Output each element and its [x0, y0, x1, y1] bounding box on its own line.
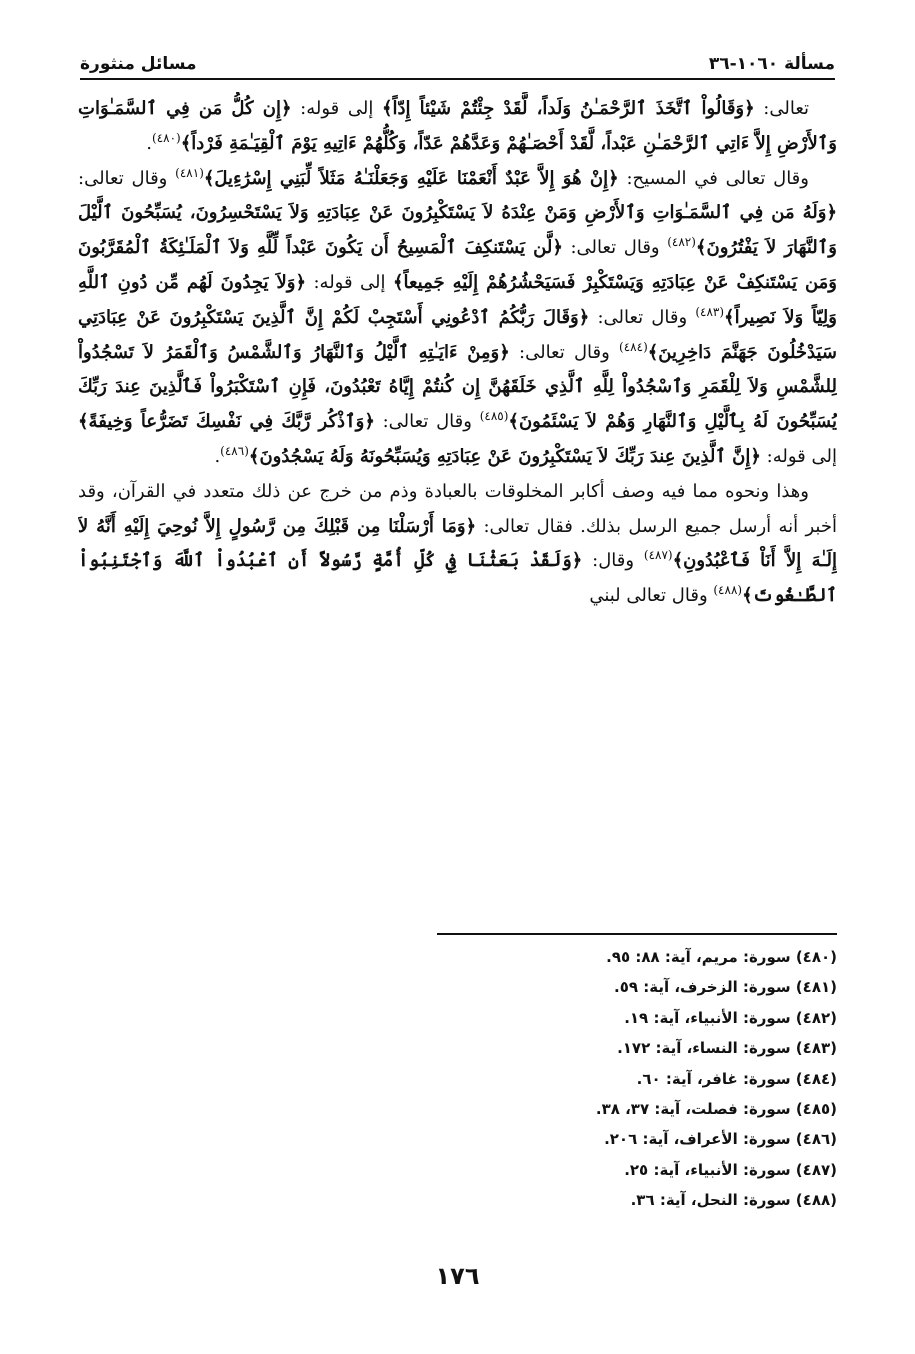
- footnote-divider: [437, 933, 837, 935]
- quran-quote: ﴿وَلاَ يَجِدُونَ لَهُم مِّن دُونِ ٱللَّهِ وَلِيّاً وَلاَ نَصِيراً﴾: [78, 271, 837, 328]
- paragraph: [78, 92, 837, 162]
- quran-quote: ﴿إِنَّ ٱلَّذِينَ عِندَ رَبِّكَ لاَ يَسْتَكْبِرُونَ عَنْ عِبَادَتِهِ وَيُسَبِّحُونَهُ وَلَهُ يَسْجُدُونَ﴾: [248, 445, 761, 467]
- text-run: .: [214, 445, 221, 467]
- quran-quote: ﴿وَٱذْكُر رَّبَّكَ فِي نَفْسِكَ تَضَرُّعاً وَخِيفَةً﴾: [78, 411, 375, 433]
- quran-quote: ﴿وَقَالَ رَبُّكُمُ ٱدْعُونِي أَسْتَجِبْ لَكُمْ إِنَّ ٱلَّذِينَ يَسْتَكْبِرُونَ عَنْ عِبَادَتِي سَيَدْخُلُونَ جَهَنَّمَ دَاخِرِينَ﴾: [78, 306, 837, 363]
- text-run: إلى قوله:: [291, 98, 382, 119]
- text-run: وقال تعالى:: [562, 237, 668, 259]
- footnote-item: (٤٨١) سورة: الزخرف، آية: ٥٩.: [614, 978, 837, 997]
- main-text: [78, 92, 837, 920]
- text-run: إلى قوله:: [306, 271, 393, 293]
- footnote-item: (٤٨٨) سورة: النحل، آية: ٣٦.: [630, 1191, 837, 1210]
- footnote-ref: (٤٨٣): [695, 304, 725, 319]
- quran-quote: ﴿وَمِنْ ءَايَـٰتِهِ ٱلَّيْلُ وَٱلنَّهَارُ وَٱلشَّمْسُ وَٱلْقَمَرُ لاَ تَسْجُدُواْ لِلشَّمْسِ وَلاَ لِلْقَمَرِ وَٱسْجُدُواْ لِلَّهِ ٱلَّذِي خَلَقَهُنَّ إِن كُنتُمْ إِيَّاهُ تَعْبُدُونَ، فَإِنِ ٱسْتَكْبَرُواْ فَٱلَّذِينَ عِندَ رَبِّكَ يُسَبِّحُونَ لَهُ بِٱلَّيْلِ وَٱلنَّهَارِ وَهُمْ لاَ يَسْئَمُونَ﴾: [78, 341, 837, 433]
- text-run: وقال:: [582, 550, 644, 572]
- text-run: وقال تعالى في المسيح:: [618, 167, 809, 189]
- text-run: تعالى:: [754, 98, 810, 119]
- quran-quote: ﴿وَقَالُواْ ٱتَّخَذَ ٱلرَّحْمَـٰنُ وَلَداً، لَّقَدْ جِئْتُمْ شَيْئاً إِدّاً﴾: [381, 98, 755, 119]
- text-run: إلى قوله:: [760, 445, 837, 467]
- footnote-item: (٤٨٣) سورة: النساء، آية: ١٧٢.: [617, 1039, 837, 1058]
- footnote-ref: (٤٨٢): [667, 235, 696, 250]
- page-number: ١٧٦: [435, 1262, 480, 1290]
- footnote-ref: (٤٨٦): [220, 443, 249, 458]
- text-run: وقال تعالى:: [78, 167, 176, 189]
- quran-quote: ﴿وَلَهُ مَن فِي ٱلسَّمَـٰوَاتِ وَٱلأَرْضِ وَمَنْ عِنْدَهُ لاَ يَسْتَكْبِرُونَ عَنْ عِبَادَتِهِ وَلاَ يَسْتَحْسِرُونَ، يُسَبِّحُونَ ٱلَّيْلَ وَٱلنَّهَارَ لاَ يَفْتُرُونَ﴾: [78, 202, 837, 259]
- footnote-ref: (٤٨٥): [479, 409, 509, 424]
- footnote-item: (٤٨٧) سورة: الأنبياء، آية: ٢٥.: [624, 1160, 837, 1179]
- text-run: وقال تعالى لبني: [589, 585, 714, 607]
- footnote-item: (٤٨٥) سورة: فصلت، آية: ٣٧، ٣٨.: [595, 1099, 837, 1118]
- quran-quote: ﴿وَمَا أَرْسَلْنَا مِن قَبْلِكَ مِن رَّسُولٍ إِلاَّ نُوحِيَ إِلَيْهِ أَنَّهُ لاَ إِلَـٰهَ إِلاَّ أَنَاْ فَٱعْبُدُونِ﴾: [78, 515, 837, 572]
- text-run: وهذا ونحوه مما فيه وصف أكابر المخلوقات بالعبادة وذم من خرج عن ذلك متعدد في القرآن، وقد أخبر أنه أرسل جميع الرسل بذلك. فقال تعالى:: [78, 480, 837, 537]
- header-section-title: مسائل منثورة: [80, 54, 197, 74]
- footnote-ref: (٤٨٤): [619, 339, 648, 354]
- text-run: وقال تعالى:: [589, 306, 696, 328]
- header-issue-number: مسألة ١٠٦٠-٣٦: [708, 54, 835, 74]
- footnote-item: (٤٨٠) سورة: مريم، آية: ٨٨: ٩٥.: [606, 948, 837, 966]
- running-header: [80, 40, 835, 80]
- footnote-ref: (٤٨٨): [713, 583, 743, 598]
- footnote-ref: (٤٨٠): [152, 130, 181, 145]
- paragraph: [78, 475, 837, 614]
- quran-quote: ﴿وَلَقَدْ بَعَثْنَا فِي كُلِّ أُمَّةٍ رَّسُولاً أَنِ ٱعْبُدُواْ ٱللَّهَ وَٱجْتَنِبُواْ ٱلطَّـٰغُوتَ﴾: [78, 550, 837, 607]
- text-run: وقال تعالى:: [374, 411, 480, 433]
- footnote-ref: (٤٨١): [175, 165, 204, 180]
- quran-quote: ﴿لَّن يَسْتَنكِفَ ٱلْمَسِيحُ أَن يَكُونَ عَبْداً لِّلَّهِ وَلاَ ٱلْمَلَـٰئِكَةُ ٱلْمُقَرَّبُونَ وَمَن يَسْتَنكِفْ عَنْ عِبَادَتِهِ وَيَسْتَكْبِرْ فَسَيَحْشُرُهُمْ إِلَيْهِ جَمِيعاً﴾: [78, 237, 837, 293]
- footnotes: [78, 942, 837, 1216]
- footnote-item: (٤٨٦) سورة: الأعراف، آية: ٢٠٦.: [604, 1130, 837, 1149]
- footnote-item: (٤٨٢) سورة: الأنبياء، آية: ١٩.: [624, 1008, 837, 1027]
- quran-quote: ﴿إِنْ هُوَ إِلاَّ عَبْدٌ أَنْعَمْنَا عَلَيْهِ وَجَعَلْنَـٰهُ مَثَلاً لِّبَنِي إِسْرَٰءِيلَ﴾: [203, 167, 619, 189]
- text-run: وقال تعالى:: [509, 341, 620, 363]
- footnote-ref: (٤٨٧): [643, 548, 673, 563]
- footnote-item: (٤٨٤) سورة: غافر، آية: ٦٠.: [636, 1069, 837, 1088]
- text-run: .: [146, 132, 153, 154]
- paragraph: [78, 162, 837, 475]
- quran-quote: ﴿إِن كُلُّ مَن فِي ٱلسَّمَـٰوَاتِ وَٱلأَرْضِ إِلاَّ ءَاتِي ٱلرَّحْمَـٰنِ عَبْداً، لَّقَدْ أَحْصَـٰهُمْ وَعَدَّهُمْ عَدّاً، وَكُلُّهُمْ ءَاتِيهِ يَوْمَ ٱلْقِيَـٰمَةِ فَرْداً﴾: [78, 98, 837, 154]
